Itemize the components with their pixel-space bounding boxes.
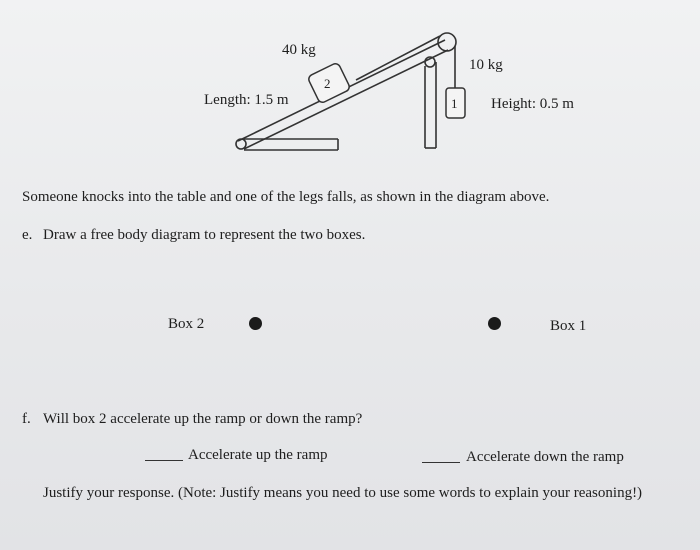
- box-2-mass: 40 kg: [282, 42, 316, 58]
- accelerate-down-answer-line[interactable]: [422, 462, 460, 463]
- box-1-mass: 10 kg: [469, 57, 503, 73]
- accelerate-up-answer-line[interactable]: [145, 460, 183, 461]
- accelerate-down-option: Accelerate down the ramp: [466, 449, 624, 465]
- table-height: Height: 0.5 m: [491, 96, 574, 112]
- box-2-fbd-label: Box 2: [168, 316, 205, 332]
- part-e-label: e.: [22, 227, 33, 243]
- box-1-number: 1: [451, 96, 458, 111]
- ramp-pulley-diagram: [0, 0, 700, 170]
- part-f-question: Will box 2 accelerate up the ramp or down the ramp?: [43, 411, 363, 427]
- box-2-fbd-point: [249, 317, 262, 330]
- ramp-length: Length: 1.5 m: [204, 92, 289, 108]
- box-1-fbd-label: Box 1: [550, 318, 587, 334]
- box-1: [446, 88, 465, 118]
- box-2-number: 2: [324, 76, 331, 91]
- accelerate-up-option: Accelerate up the ramp: [188, 447, 328, 463]
- box-1-fbd-point: [488, 317, 501, 330]
- box-2: [307, 62, 351, 104]
- part-f-label: f.: [22, 411, 31, 427]
- part-e-question: Draw a free body diagram to represent the two boxes.: [43, 227, 366, 243]
- intro-text: Someone knocks into the table and one of the legs falls, as shown in the diagram above.: [22, 189, 550, 205]
- justify-instruction: Justify your response. (Note: Justify means you need to use some words to explain your reasoning!): [43, 485, 643, 501]
